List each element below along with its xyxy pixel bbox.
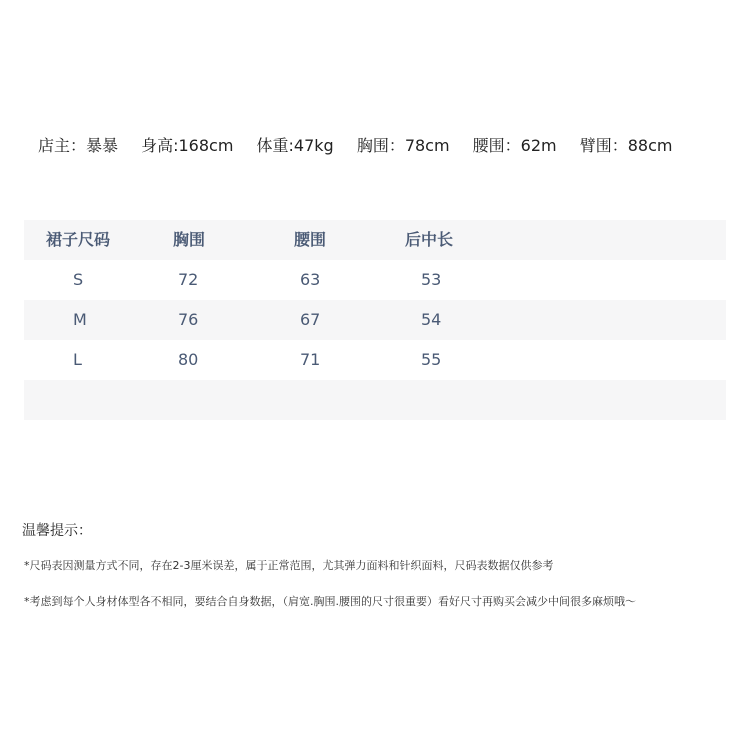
cell-back-length: 55 [421,350,442,369]
table-empty-row [24,380,726,420]
tips-title: 温馨提示： [22,523,92,539]
cell-chest: 72 [178,270,199,289]
cell-waist: 71 [300,350,321,369]
cell-waist: 67 [300,310,321,329]
model-chest: 胸围：78cm [356,136,450,155]
cell-back-length: 54 [421,310,442,329]
model-info [38,133,672,156]
size-table [24,220,726,420]
model-owner: 店主：暴暴 [38,136,119,155]
header-chest: 胸围 [173,230,206,249]
cell-size: M [73,310,87,329]
header-back-length: 后中长 [405,230,454,249]
header-size: 裙子尺码 [46,230,111,249]
tip-measurement-error: *尺码表因测量方式不同，存在2-3厘米误差，属于正常范围，尤其弹力面料和针织面料，尺码表数据仅供参考 [24,559,554,572]
model-height: 身高:168cm [141,136,234,155]
model-weight: 体重:47kg [256,136,334,155]
cell-back-length: 53 [421,270,442,289]
model-arm: 臂围：88cm [579,136,673,155]
table-row [24,260,726,300]
tip-body-shape: *考虑到每个人身材体型各不相同，要结合自身数据，（肩宽.胸围.腰围的尺寸很重要）看好尺寸再购买会减少中间很多麻烦哦～ [24,595,636,608]
cell-chest: 76 [178,310,199,329]
cell-size: S [73,270,84,289]
table-header-row [24,220,726,260]
cell-size: L [73,350,82,369]
cell-waist: 63 [300,270,321,289]
header-waist: 腰围 [294,230,327,249]
table-row [24,340,726,380]
cell-chest: 80 [178,350,199,369]
table-row [24,300,726,340]
model-waist: 腰围：62m [472,136,557,155]
